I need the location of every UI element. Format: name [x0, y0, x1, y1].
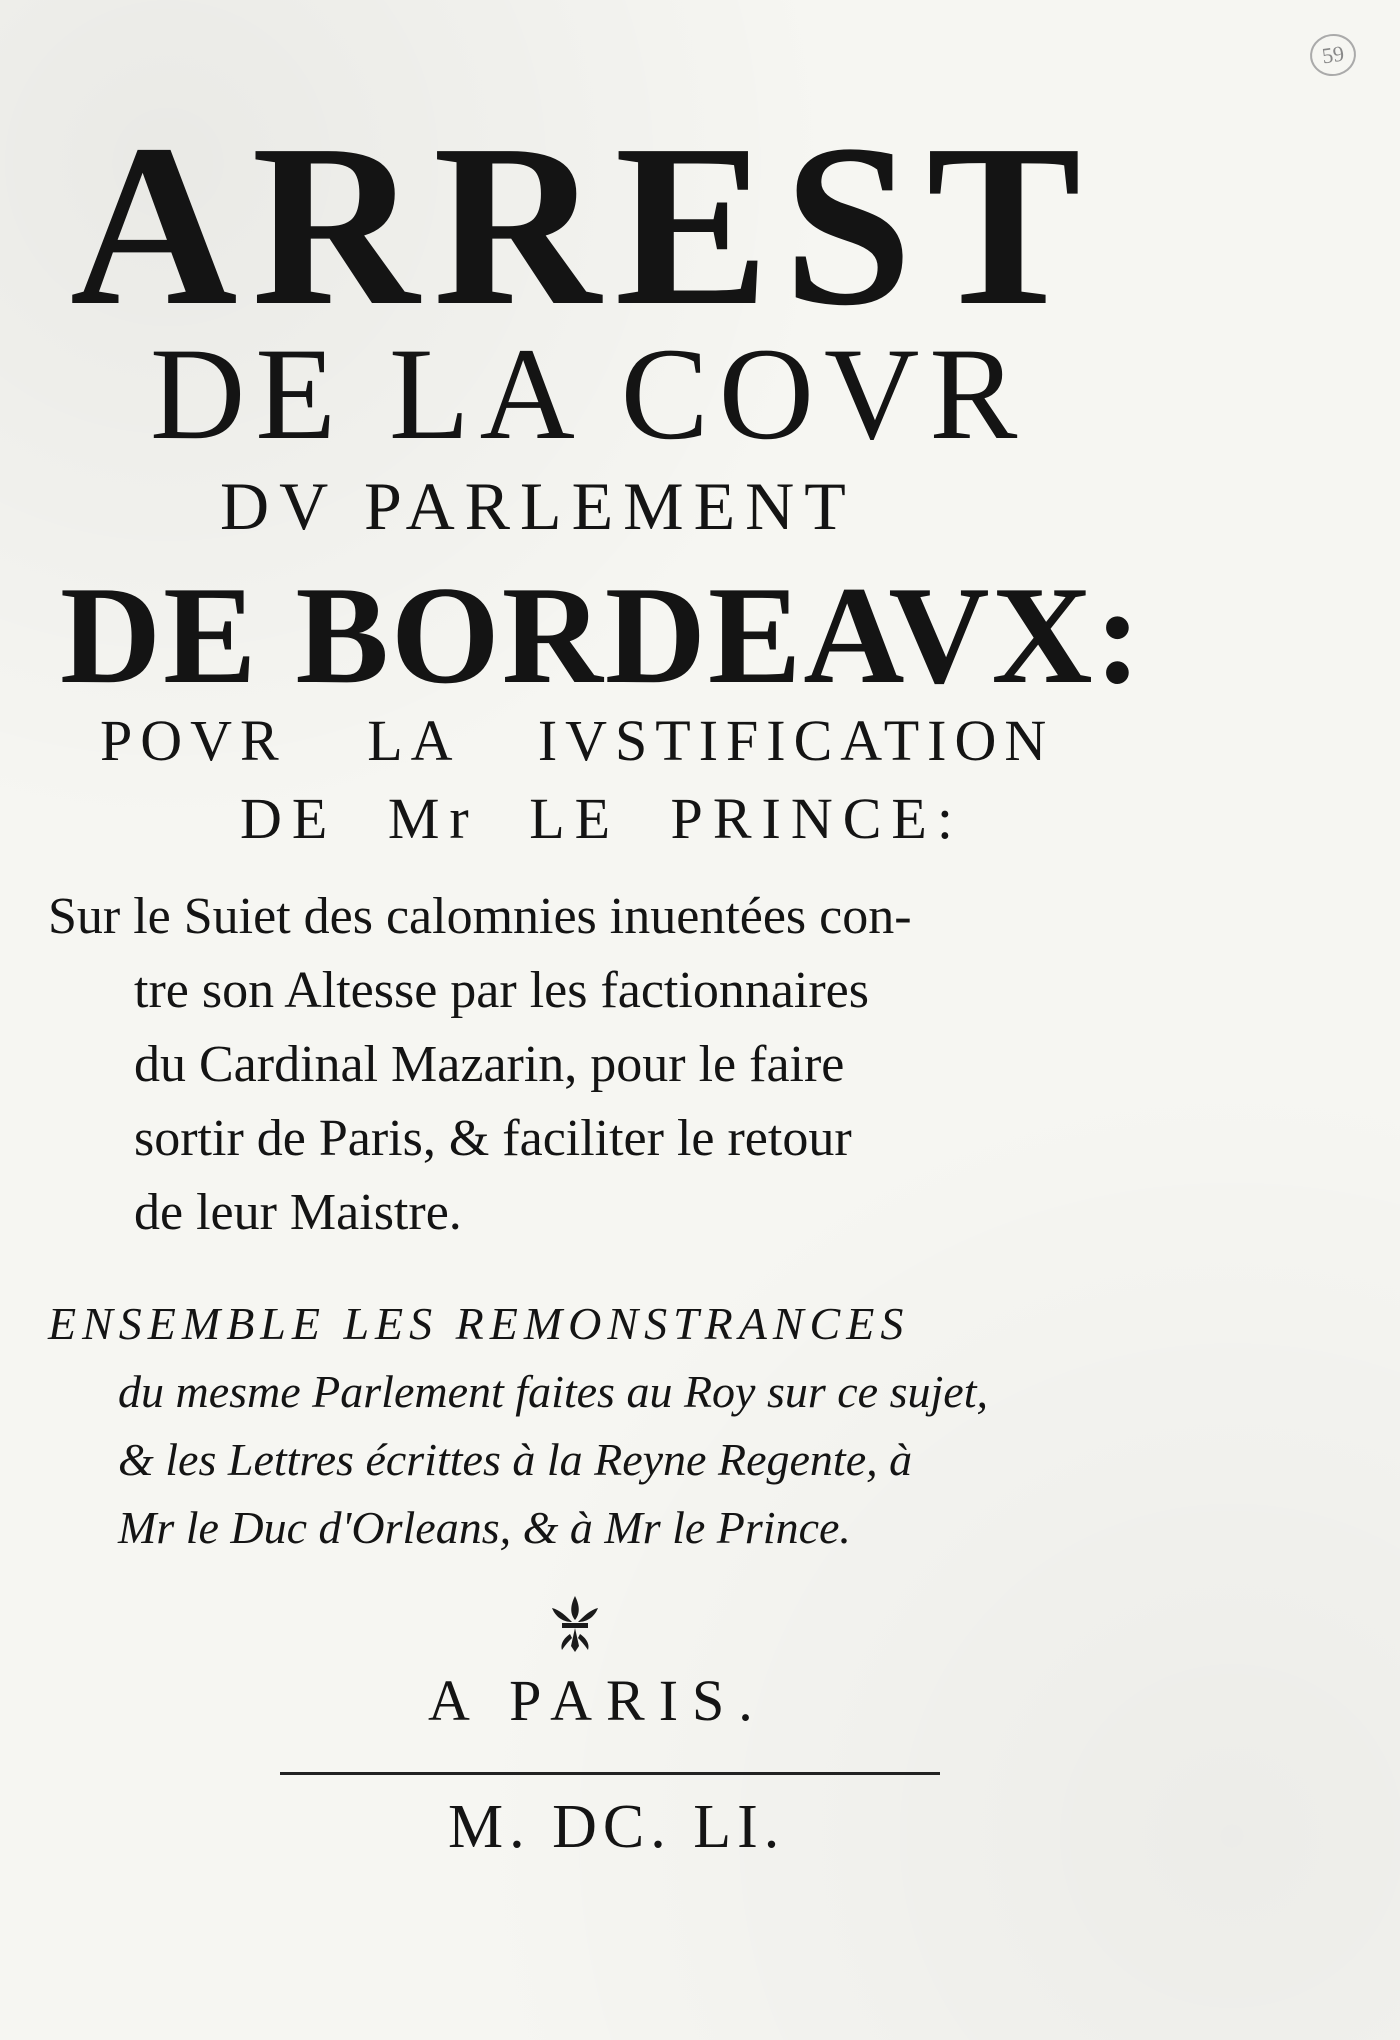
- description-paragraph: [48, 880, 1128, 1250]
- ensemble-paragraph: [48, 1290, 1148, 1562]
- ensemble-line: du mesme Parlement faites au Roy sur ce sujet,: [118, 1366, 988, 1417]
- divider-rule: [280, 1772, 940, 1775]
- ensemble-line: Mr le Duc d'Orleans, & à Mr le Prince.: [118, 1502, 851, 1553]
- title-du-parlement: DV PARLEMENT: [220, 468, 856, 544]
- title-de-la-cour: DE LA COVR: [150, 320, 1028, 467]
- paragraph-line: tre son Altesse par les factionnaires: [134, 962, 869, 1019]
- paragraph-line: de leur Maistre.: [134, 1184, 462, 1241]
- paragraph-line: Sur le Suiet des calomnies inuentées con-: [48, 888, 912, 945]
- title-de-bordeaux: DE BORDEAVX:: [60, 558, 1144, 713]
- fleuron-icon: [540, 1588, 610, 1658]
- page-number-stamp: 59: [1307, 31, 1358, 79]
- paragraph-line: sortir de Paris, & faciliter le retour: [134, 1110, 852, 1167]
- imprint-place: A PARIS.: [428, 1668, 767, 1733]
- ensemble-line: & les Lettres écrittes à la Reyne Regente, à: [118, 1434, 913, 1485]
- imprint-date: M. DC. LI.: [448, 1793, 786, 1861]
- subtitle-prince: DE Mr LE PRINCE:: [240, 786, 963, 851]
- subtitle-justification: POVR LA IVSTIFICATION: [100, 708, 1055, 773]
- paragraph-line: du Cardinal Mazarin, pour le faire: [134, 1036, 845, 1093]
- title-arrest: ARREST: [70, 97, 1096, 354]
- ensemble-line: ENSEMBLE LES REMONSTRANCES: [48, 1298, 910, 1349]
